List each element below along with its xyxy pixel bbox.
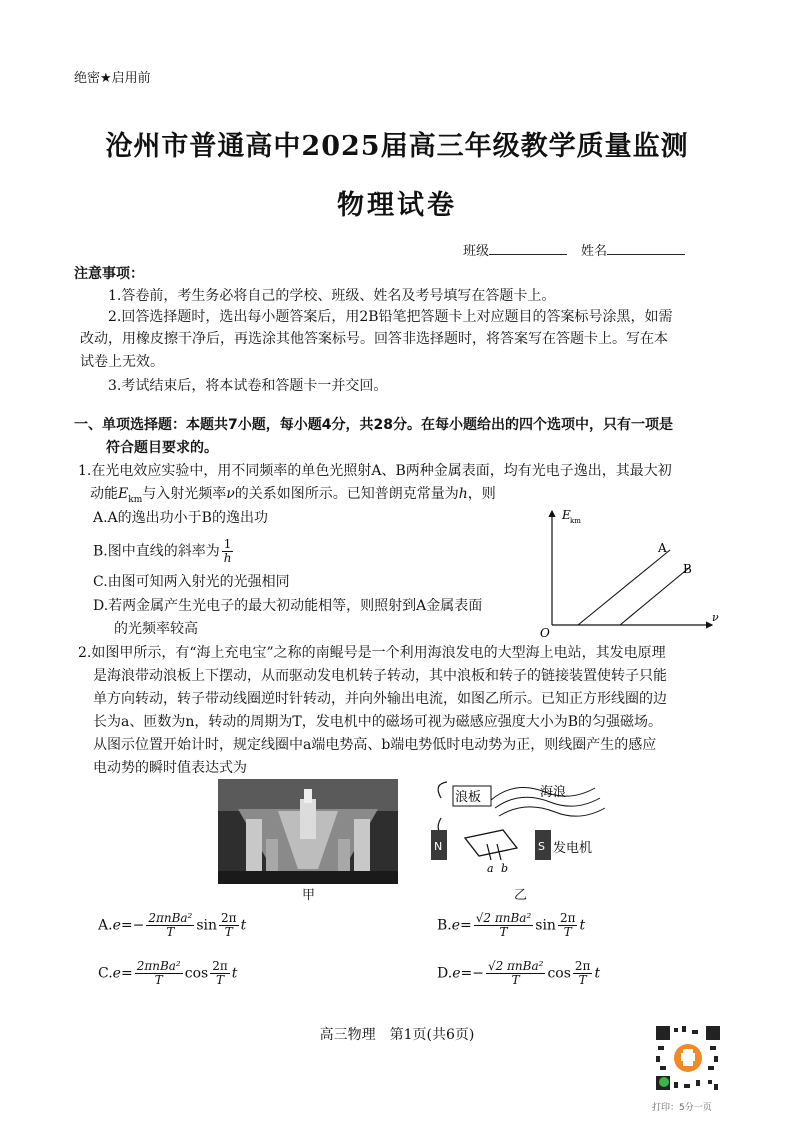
coil xyxy=(465,830,517,856)
student-info-fields xyxy=(463,240,699,259)
figure-jia-label: 甲 xyxy=(302,888,316,903)
rotation-arrow-top xyxy=(438,782,447,798)
q2-stem-line-6: 电动势的瞬时值表达式为 xyxy=(93,760,247,776)
notice-item-3: 3.考试结束后，将本试卷和答题卡一并交回。 xyxy=(108,378,388,394)
exam-title: 沧州市普通高中2025届高三年级教学质量监测 xyxy=(105,131,689,162)
q1-option-d-line-1: D.若两金属产生光电子的最大初动能相等，则照射到A金属表面 xyxy=(93,598,483,614)
magnet-n-label: N xyxy=(434,840,443,853)
line-a-label: A xyxy=(658,541,667,555)
status-dot xyxy=(659,1077,669,1087)
q1-option-d-line-2: 的光频率较高 xyxy=(114,621,198,637)
q2-option-a: A.e=− $\frac{\text{2πnBa²}}{T}$ sin $\frac{2\pi}{T}$ t xyxy=(98,911,247,939)
name-blank xyxy=(607,242,685,255)
page-footer: 高三物理 第1页(共6页) xyxy=(319,1027,475,1043)
wave-label: 海浪 xyxy=(540,785,567,800)
q2-option-b: B.e= $\frac{\text{√2 πnBa²}}{T}$ sin $\frac{2\pi}{T}$ t xyxy=(437,911,586,939)
notice-item-2-line-2: 改动，用橡皮擦干净后，再选涂其他答案标号。回答非选择题时，将答案写在答题卡上。写在本 xyxy=(80,331,668,347)
section-1-heading-cont: 符合题目要求的。 xyxy=(106,440,218,456)
q2-stem-line-4: 长为a、匝数为n，转动的周期为T，发电机中的磁场可视为磁感应强度大小为B的匀强磁场。 xyxy=(93,714,662,730)
notice-title: 注意事项： xyxy=(74,266,144,282)
q1-option-b: B.图中直线的斜率为 $\frac{1}{h}$ xyxy=(93,537,232,565)
name-label: 姓名 xyxy=(581,244,608,259)
line-a xyxy=(578,550,670,625)
generator-label: 发电机 xyxy=(553,841,593,856)
q1-stem-line-2: 动能$E_{km}$与入射光频率ν的关系如图所示。已知普朗克常量为h，则 xyxy=(90,486,496,505)
y-axis-label-sub: km xyxy=(570,517,581,525)
wave-plate-label: 浪板 xyxy=(455,790,482,805)
print-note: 打印：5分一页 xyxy=(652,1103,712,1113)
q2-option-d: D.e=− $\frac{\text{√2 πnBa²}}{T}$ cos $\frac{2\pi}{T}$ t xyxy=(437,959,601,987)
section-1-heading: 一、单项选择题：本题共7小题，每小题4分，共28分。在每小题给出的四个选项中，只有一项是 xyxy=(74,417,673,433)
coil-leads xyxy=(487,844,501,860)
confidential-mark: 绝密★启用前 xyxy=(74,71,151,86)
wave-line-3 xyxy=(499,807,605,816)
q1-ekm-nu-graph xyxy=(540,505,725,645)
q2-stem-line-2: 是海浪带动浪板上下摆动，从而驱动发电机转子转动，其中浪板和转子的链接装置使转子只能 xyxy=(93,668,667,684)
q1-stem-line-1: 1.在光电效应实验中，用不同频率的单色光照射A、B两种金属表面，均有光电子逸出，其最大初 xyxy=(78,463,672,479)
q2-stem-line-3: 单方向转动，转子带动线圈逆时针转动，并向外输出电流，如图乙所示。已知正方形线圈的边 xyxy=(93,691,667,707)
generator-diagram xyxy=(425,778,615,876)
q1-option-c: C.由图可知两入射光的光强相同 xyxy=(93,574,290,590)
q2-stem-line-1: 2.如图甲所示，有“海上充电宝”之称的南鲲号是一个利用海浪发电的大型海上电站，其发电原理 xyxy=(78,645,666,661)
magnet-s-label: S xyxy=(538,840,545,853)
terminal-a-label: a xyxy=(487,862,494,875)
y-axis-label: E xyxy=(562,508,571,522)
x-axis-label: ν xyxy=(712,611,719,624)
platform-photo xyxy=(218,779,398,884)
q2-stem-line-5: 从图示位置开始计时，规定线圈中a端电势高、b端电势低时电动势为正，则线圈产生的感应 xyxy=(93,737,657,753)
class-blank xyxy=(489,242,567,255)
q1-option-b-fraction: $\frac{1}{h}$ xyxy=(223,537,232,565)
q2-option-c: C.e= $\frac{\text{2πnBa²}}{T}$ cos $\frac{2\pi}{T}$ t xyxy=(98,959,238,987)
class-label: 班级 xyxy=(463,244,490,259)
figure-yi-label: 乙 xyxy=(514,888,528,903)
line-b-label: B xyxy=(683,562,692,576)
line-b xyxy=(620,567,690,625)
printer-icon xyxy=(681,1053,695,1061)
notice-item-2-line-1: 2.回答选择题时，选出每小题答案后，用2B铅笔把答题卡上对应题目的答案标号涂黑，如需 xyxy=(108,309,673,325)
terminal-b-label: b xyxy=(501,862,509,875)
origin-label: O xyxy=(540,626,550,640)
notice-item-2-line-3: 试卷上无效。 xyxy=(80,354,164,370)
exam-subtitle: 物理试卷 xyxy=(337,190,457,221)
q1-option-a: A.A的逸出功小于B的逸出功 xyxy=(93,510,268,526)
print-qr-code[interactable] xyxy=(652,1022,724,1094)
notice-item-1: 1.答卷前，考生务必将自己的学校、班级、姓名及考号填写在答题卡上。 xyxy=(108,288,556,304)
